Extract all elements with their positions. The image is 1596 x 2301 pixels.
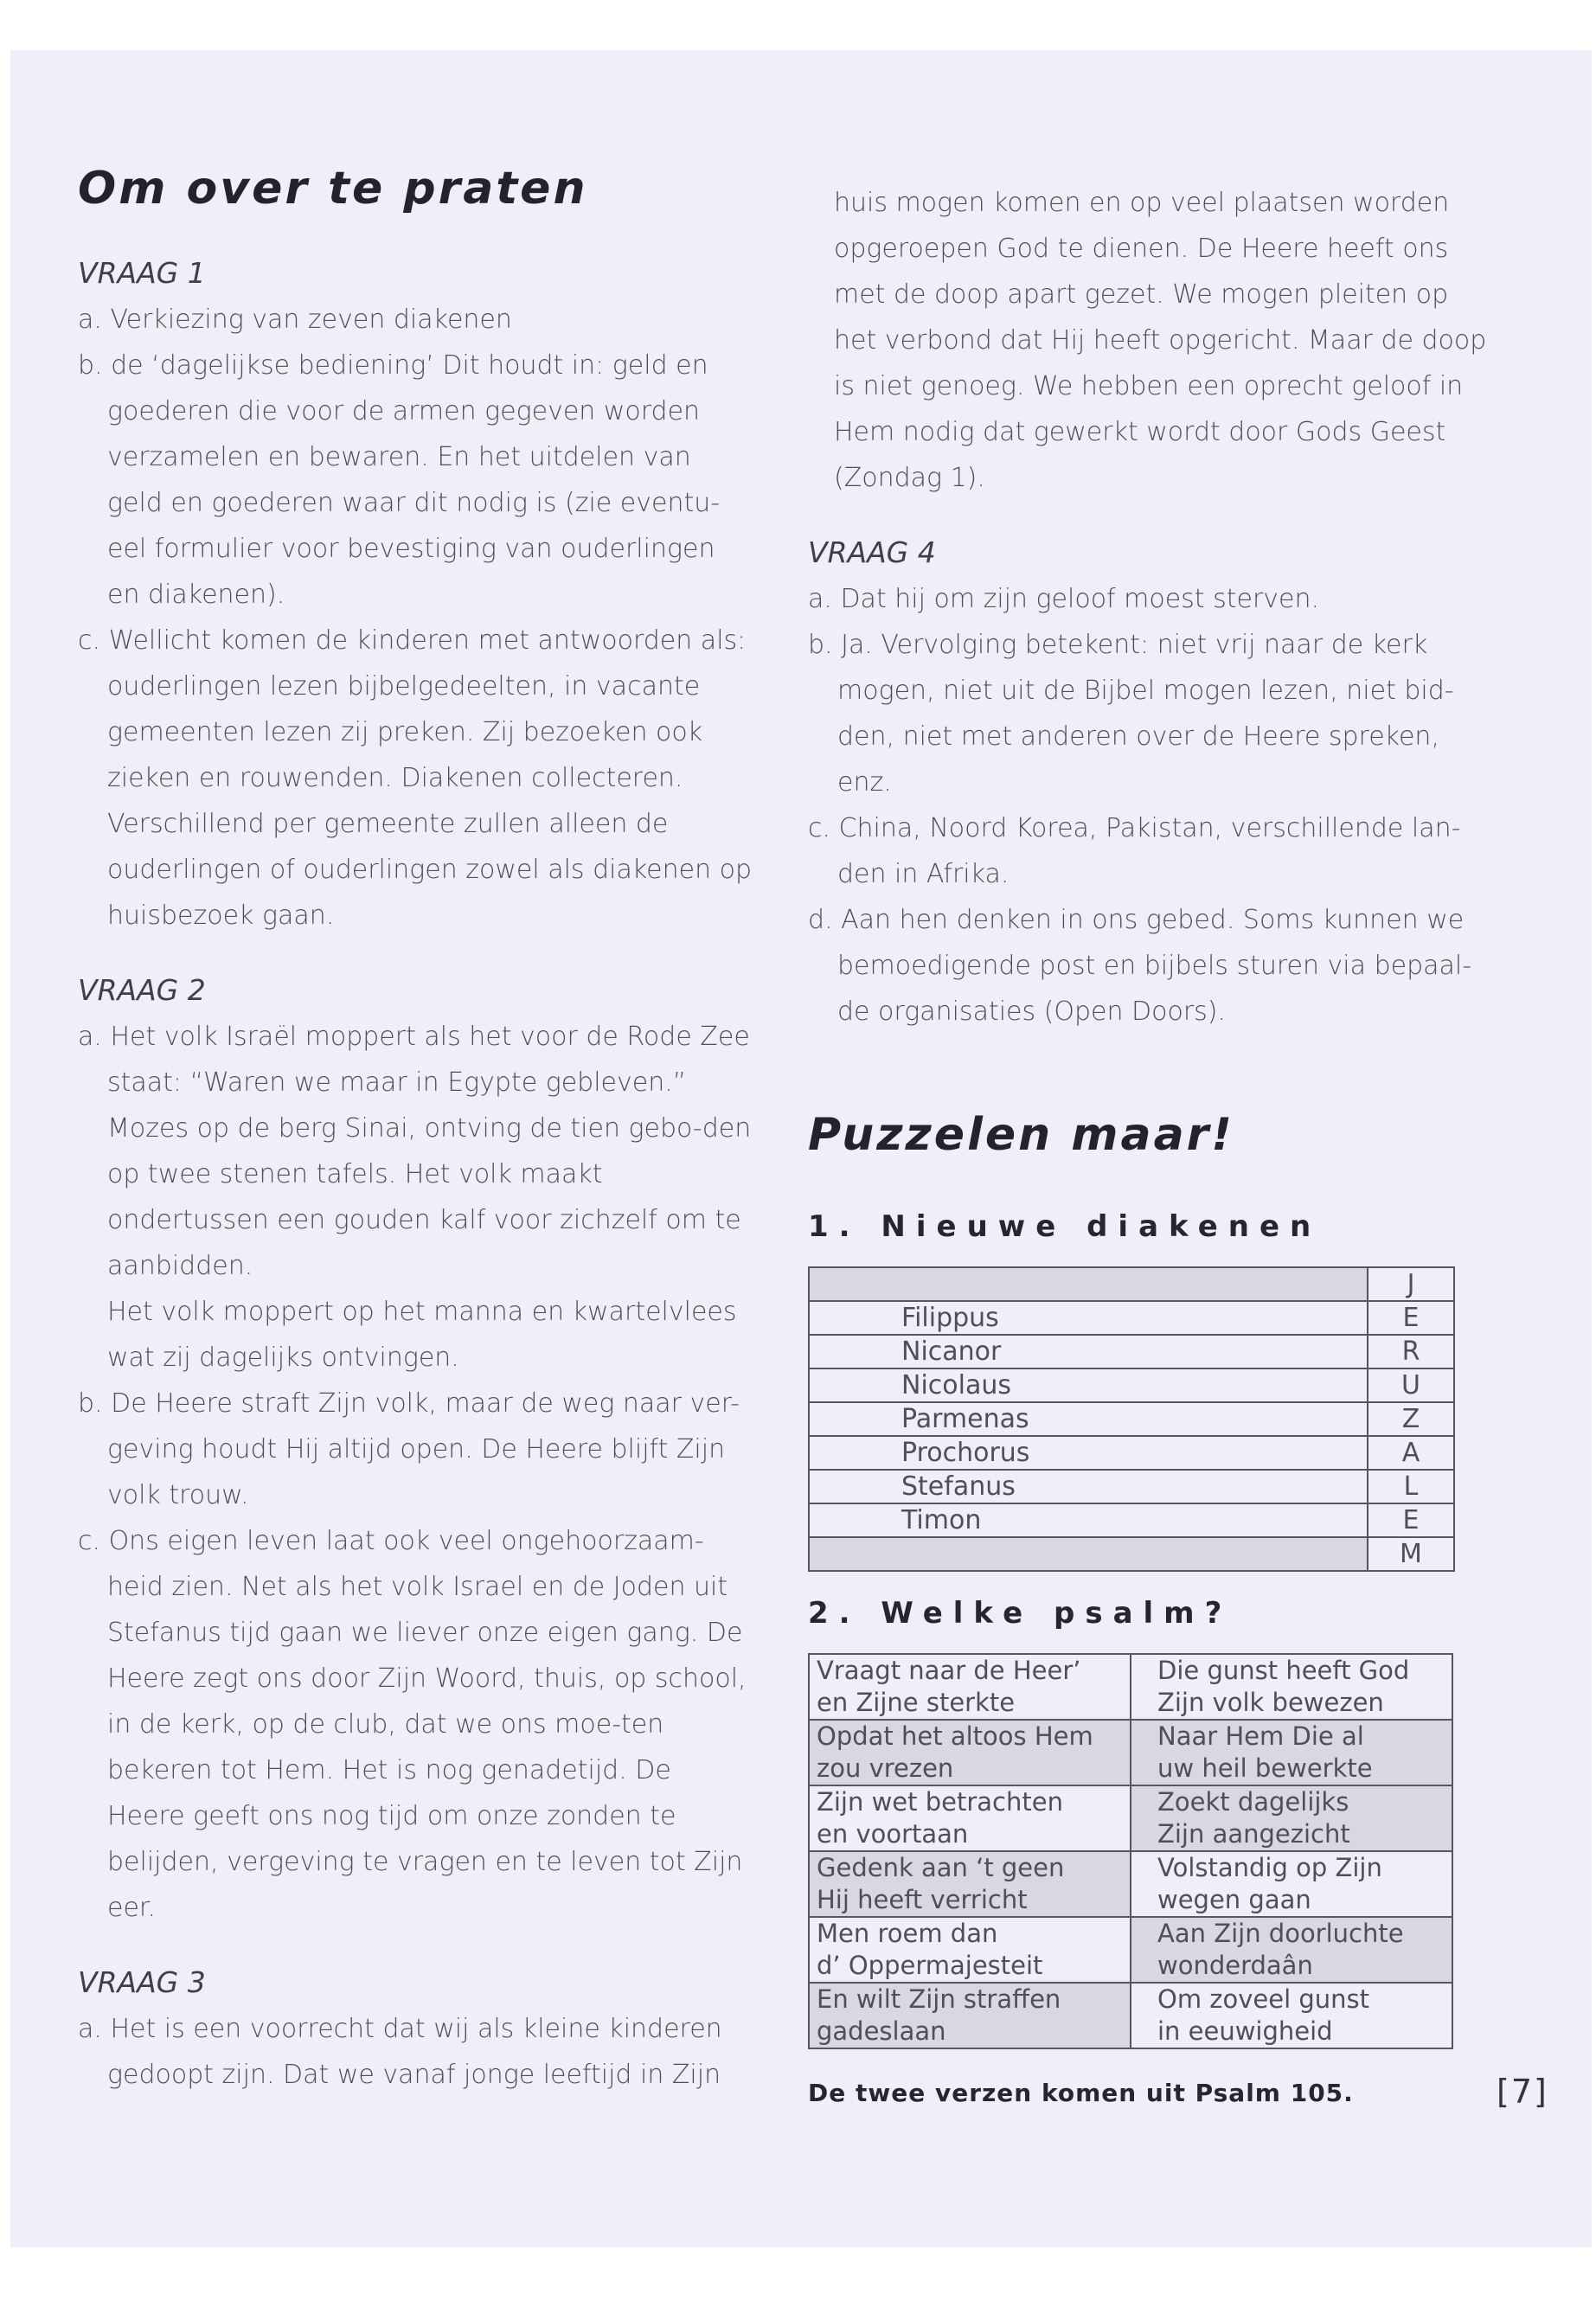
vraag-2-answer-a: a. Het volk Israël moppert als het voor de Rode Zee staat: “Waren we maar in Egypte gebleven.” Mozes op de berg Sinai, ontving de tien gebo-den op twee stenen tafels. Het volk maakt ondertussen een gouden kalf voor zichzelf om te aanbidden. — [78, 1022, 752, 1281]
diaken-name-cell — [809, 1267, 1368, 1301]
table-row — [809, 1654, 1452, 1720]
section-title-om-over-te-praten: Om over te praten — [78, 163, 588, 215]
psalm-line: Opdat het altoos Hem — [817, 1721, 1093, 1751]
table-row — [809, 1720, 1452, 1785]
psalm-line: uw heil bewerkte — [1157, 1753, 1373, 1783]
psalm-line: Aan Zijn doorluchte — [1157, 1919, 1404, 1948]
psalm-line: Zoekt dagelijks — [1157, 1787, 1349, 1817]
letter-cell: A — [1368, 1436, 1454, 1470]
page — [10, 50, 1592, 2247]
table-row — [809, 1470, 1454, 1503]
right-column — [808, 180, 1491, 2107]
puzzle-1-title: 1. Nieuwe diakenen — [808, 1209, 1322, 1244]
psalm-line: Om zoveel gunst — [1157, 1984, 1370, 2014]
diaken-name-cell: Parmenas — [809, 1402, 1368, 1436]
letter-cell: R — [1368, 1335, 1454, 1368]
psalm-left-cell — [809, 1917, 1131, 1983]
psalm-left-cell — [809, 1785, 1131, 1851]
psalm-line: gadeslaan — [817, 2016, 946, 2046]
letter-cell: M — [1368, 1537, 1454, 1571]
vraag-2-label: VRAAG 2 — [78, 973, 206, 1007]
table-row — [809, 1267, 1454, 1301]
table-row — [809, 1335, 1454, 1368]
psalm-right-cell — [1131, 1983, 1452, 2048]
psalm-right-cell — [1131, 1851, 1452, 1917]
psalm-left-cell — [809, 1851, 1131, 1917]
psalm-right-cell — [1131, 1917, 1452, 1983]
vraag-4-answer-d: d. Aan hen denken in ons gebed. Soms kunnen we bemoedigende post en bijbels sturen via bepaal-de organisaties (Open Doors). — [808, 905, 1472, 1027]
vraag-2-answer-c: c. Ons eigen leven laat ook veel ongehoorzaam-heid zien. Net als het volk Israel en de Joden uit Stefanus tijd gaan we liever onze eigen gang. De Heere zegt ons door Zijn Woord, thuis, op school, in de kerk, op de club, dat we ons moe-ten bekeren tot Hem. Het is nog genadetijd. De Heere geeft ons nog tijd om onze zonden te belijden, vergeving te vragen en te leven tot Zijn eer. — [78, 1526, 747, 1923]
table-row — [809, 1436, 1454, 1470]
vraag-4-label: VRAAG 4 — [808, 535, 936, 569]
psalm-line: d’ Oppermajesteit — [817, 1951, 1043, 1980]
vraag-1-answer-b: b. de ‘dagelijkse bediening’ Dit houdt in: geld en goederen die voor de armen gegeven worden verzamelen en bewaren. En het uitdelen van geld en goederen waar dit nodig is (zie eventu-eel formulier voor bevestiging van ouderlingen en diakenen). — [78, 350, 721, 610]
vraag-3-label: VRAAG 3 — [78, 1965, 206, 1999]
psalm-line: Men roem dan — [817, 1919, 998, 1948]
table-row — [809, 1301, 1454, 1335]
psalm-right-cell — [1131, 1654, 1452, 1720]
psalm-line: wonderdaân — [1157, 1951, 1313, 1980]
table-row — [809, 1503, 1454, 1537]
table-row — [809, 1537, 1454, 1571]
psalm-line: Die gunst heeft God — [1157, 1656, 1410, 1685]
psalm-footer-note: De twee verzen komen uit Psalm 105. — [808, 2079, 1354, 2107]
psalm-line: en voortaan — [817, 1819, 969, 1849]
psalm-line: en Zijne sterkte — [817, 1688, 1016, 1717]
vraag-1-answer-a: a. Verkiezing van zeven diakenen — [78, 304, 512, 335]
diaken-name-cell: Stefanus — [809, 1470, 1368, 1503]
psalm-right-cell — [1131, 1720, 1452, 1785]
psalm-line: Naar Hem Die al — [1157, 1721, 1364, 1751]
diaken-name-cell: Timon — [809, 1503, 1368, 1537]
table-row — [809, 1983, 1452, 2048]
psalm-line: wegen gaan — [1157, 1885, 1311, 1914]
letter-cell: Z — [1368, 1402, 1454, 1436]
section-title-puzzelen-maar: Puzzelen maar! — [808, 1109, 1235, 1161]
vraag-2-answer-b: b. De Heere straft Zijn volk, maar de weg naar ver-geving houdt Hij altijd open. De Heere blijft Zijn volk trouw. — [78, 1388, 740, 1510]
letter-cell: E — [1368, 1301, 1454, 1335]
diaken-name-cell — [809, 1537, 1368, 1571]
psalm-left-cell — [809, 1720, 1131, 1785]
letter-cell: E — [1368, 1503, 1454, 1537]
left-column — [78, 163, 753, 2098]
table-row — [809, 1917, 1452, 1983]
vraag-1-label: VRAAG 1 — [78, 256, 206, 290]
vraag-3-answer-continued: huis mogen komen en op veel plaatsen worden opgeroepen God te dienen. De Heere heeft ons met de doop apart gezet. We mogen pleiten op het verbond dat Hij heeft opgericht. Maar de doop is niet genoeg. We hebben een oprecht geloof in Hem nodig dat gewerkt wordt door Gods Geest (Zondag 1). — [834, 188, 1487, 493]
diaken-name-cell: Nicolaus — [809, 1368, 1368, 1402]
psalm-line: zou vrezen — [817, 1753, 954, 1783]
table-row — [809, 1368, 1454, 1402]
psalm-line: Zijn volk bewezen — [1157, 1688, 1384, 1717]
psalm-left-cell — [809, 1983, 1131, 2048]
page-number: [7] — [1497, 2073, 1548, 2111]
psalm-line: Hij heeft verricht — [817, 1885, 1028, 1914]
vraag-4-answer-b: b. Ja. Vervolging betekent: niet vrij naar de kerk mogen, niet uit de Bijbel mogen lezen, niet bid-den, niet met anderen over de Heere spreken, enz. — [808, 630, 1454, 798]
table-row — [809, 1785, 1452, 1851]
table-row — [809, 1402, 1454, 1436]
psalm-puzzle-table — [808, 1653, 1453, 2049]
table-row — [809, 1851, 1452, 1917]
vraag-1-answer-c: c. Wellicht komen de kinderen met antwoorden als: ouderlingen lezen bijbelgedeelten, in vacante gemeenten lezen zij preken. Zij bezoeken ook zieken en rouwenden. Diakenen collecteren. Verschillend per gemeente zullen alleen de ouderlingen of ouderlingen zowel als diakenen op huisbezoek gaan. — [78, 625, 753, 931]
psalm-line: in eeuwigheid — [1157, 2016, 1333, 2046]
vraag-3-answer-a: a. Het is een voorrecht dat wij als kleine kinderen gedoopt zijn. Dat we vanaf jonge leeftijd in Zijn — [78, 2014, 722, 2090]
letter-cell: J — [1368, 1267, 1454, 1301]
psalm-left-cell — [809, 1654, 1131, 1720]
puzzle-2-title: 2. Welke psalm? — [808, 1596, 1233, 1631]
psalm-line: Zijn wet betrachten — [817, 1787, 1063, 1817]
psalm-line: Volstandig op Zijn — [1157, 1853, 1382, 1882]
psalm-line: Vraagt naar de Heer’ — [817, 1656, 1081, 1685]
psalm-right-cell — [1131, 1785, 1452, 1851]
letter-cell: U — [1368, 1368, 1454, 1402]
vraag-2-answer-a-continued: Het volk moppert op het manna en kwartelvlees wat zij dagelijks ontvingen. — [107, 1297, 737, 1373]
psalm-line: Gedenk aan ‘t geen — [817, 1853, 1065, 1882]
vraag-4-answer-c: c. China, Noord Korea, Pakistan, verschillende lan-den in Afrika. — [808, 813, 1461, 889]
diaken-name-cell: Filippus — [809, 1301, 1368, 1335]
diaken-name-cell: Nicanor — [809, 1335, 1368, 1368]
diakenen-puzzle-table — [808, 1266, 1455, 1572]
vraag-4-answer-a: a. Dat hij om zijn geloof moest sterven. — [808, 584, 1320, 614]
psalm-line: Zijn aangezicht — [1157, 1819, 1350, 1849]
diaken-name-cell: Prochorus — [809, 1436, 1368, 1470]
letter-cell: L — [1368, 1470, 1454, 1503]
psalm-line: En wilt Zijn straffen — [817, 1984, 1061, 2014]
